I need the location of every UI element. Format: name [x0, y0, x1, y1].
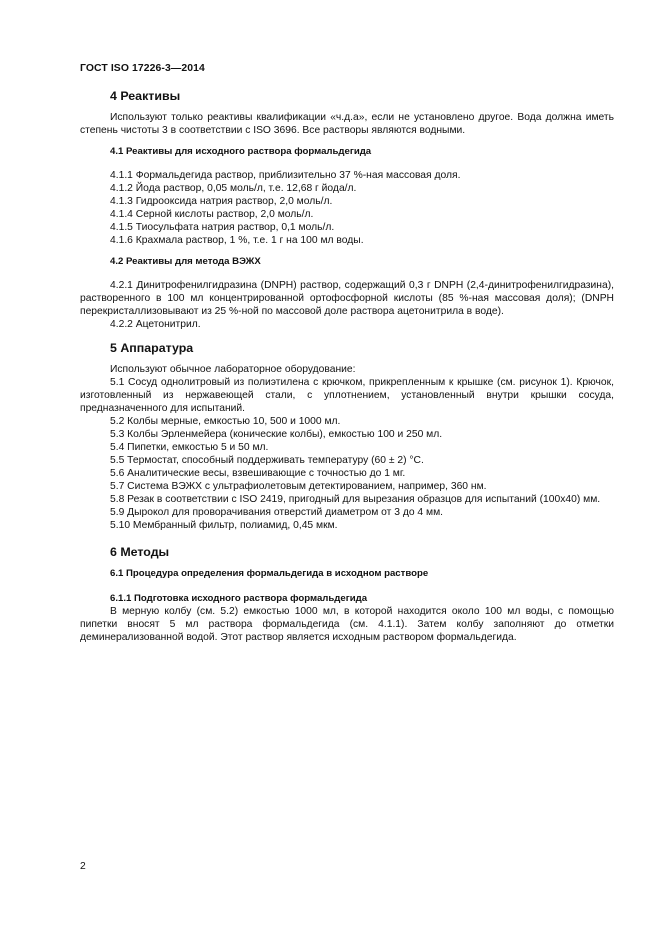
- section-5-intro: Используют обычное лабораторное оборудование:: [110, 364, 356, 375]
- section-4-2-heading: 4.2 Реактивы для метода ВЭЖХ: [110, 256, 261, 267]
- list-item: 5.8 Резак в соответствии с ISO 2419, пригодный для вырезания образцов для испытаний (100х40) мм.: [110, 494, 601, 505]
- list-item: 4.2.1 Динитрофенилгидразина (DNPH) раствор, содержащий 0,3 г DNPH (2,4-динитрофенилгидразина), растворенного в 100 мл концентрированной ортофосфорной кислоты (85 %-ная массовая доля); (DNPH перекристаллизовывают из 25 %-ной по массовой доле раствора ацетонитрила в воде).: [80, 280, 614, 317]
- list-item: 5.6 Аналитические весы, взвешивающие с точностью до 1 мг.: [110, 468, 406, 479]
- list-item: 4.1.6 Крахмала раствор, 1 %, т.е. 1 г на 100 мл воды.: [110, 235, 364, 246]
- list-item: 4.1.3 Гидрооксида натрия раствор, 2,0 моль/л.: [110, 196, 333, 207]
- section-4-heading: 4 Реактивы: [110, 89, 181, 103]
- section-5-heading: 5 Аппаратура: [110, 341, 194, 355]
- list-item: 4.1.4 Серной кислоты раствор, 2,0 моль/л.: [110, 209, 314, 220]
- list-item: 5.2 Колбы мерные, емкостью 10, 500 и 1000 мл.: [110, 416, 341, 427]
- list-item: 4.1.5 Тиосульфата натрия раствор, 0,1 моль/л.: [110, 222, 335, 233]
- section-6-1-1-heading: 6.1.1 Подготовка исходного раствора формальдегида: [110, 593, 368, 604]
- document-body: [80, 87, 614, 644]
- page-number: 2: [80, 861, 86, 872]
- list-item: 5.1 Сосуд однолитровый из полиэтилена с крючком, прикрепленным к крышке (см. рисунок 1). Крючок, изготовленный из нержавеющей стали, с уплотнением, установленный внутри крышки сосуда, предназначенного для испытаний.: [80, 377, 614, 414]
- list-item: 5.3 Колбы Эрленмейера (конические колбы), емкостью 100 и 250 мл.: [110, 429, 443, 440]
- list-item: 4.1.1 Формальдегида раствор, приблизительно 37 %-ная массовая доля.: [110, 170, 461, 181]
- list-item: 5.9 Дырокол для проворачивания отверстий диаметром от 3 до 4 мм.: [110, 507, 444, 518]
- standard-header: ГОСТ ISO 17226-3—2014: [80, 63, 205, 74]
- list-item: 5.4 Пипетки, емкостью 5 и 50 мл.: [110, 442, 269, 453]
- section-6-1-heading: 6.1 Процедура определения формальдегида в исходном растворе: [110, 568, 429, 579]
- section-4-1-heading: 4.1 Реактивы для исходного раствора формальдегида: [110, 146, 372, 157]
- list-item: 4.2.2 Ацетонитрил.: [110, 319, 201, 330]
- section-6-heading: 6 Методы: [110, 545, 170, 559]
- list-item: 5.7 Система ВЭЖХ с ультрафиолетовым детектированием, например, 360 нм.: [110, 481, 487, 492]
- section-6-1-1-text: В мерную колбу (см. 5.2) емкостью 1000 мл, в которой находится около 100 мл воды, с помощью пипетки вносят 5 мл раствора формальдегида (см. 4.1.1). Затем колбу заполняют до отметки деминерализованной водой. Этот раствор является исходным раствором формальдегида.: [80, 606, 614, 643]
- section-4-intro: Используют только реактивы квалификации «ч.д.а», если не установлено другое. Вода должна иметь степень чистоты 3 в соответствии с ISO 3696. Все растворы являются водными.: [80, 112, 614, 136]
- list-item: 5.5 Термостат, способный поддерживать температуру (60 ± 2) °С.: [110, 455, 424, 466]
- list-item: 5.10 Мембранный фильтр, полиамид, 0,45 мкм.: [110, 520, 338, 531]
- list-item: 4.1.2 Йода раствор, 0,05 моль/л, т.е. 12,68 г йода/л.: [110, 183, 357, 194]
